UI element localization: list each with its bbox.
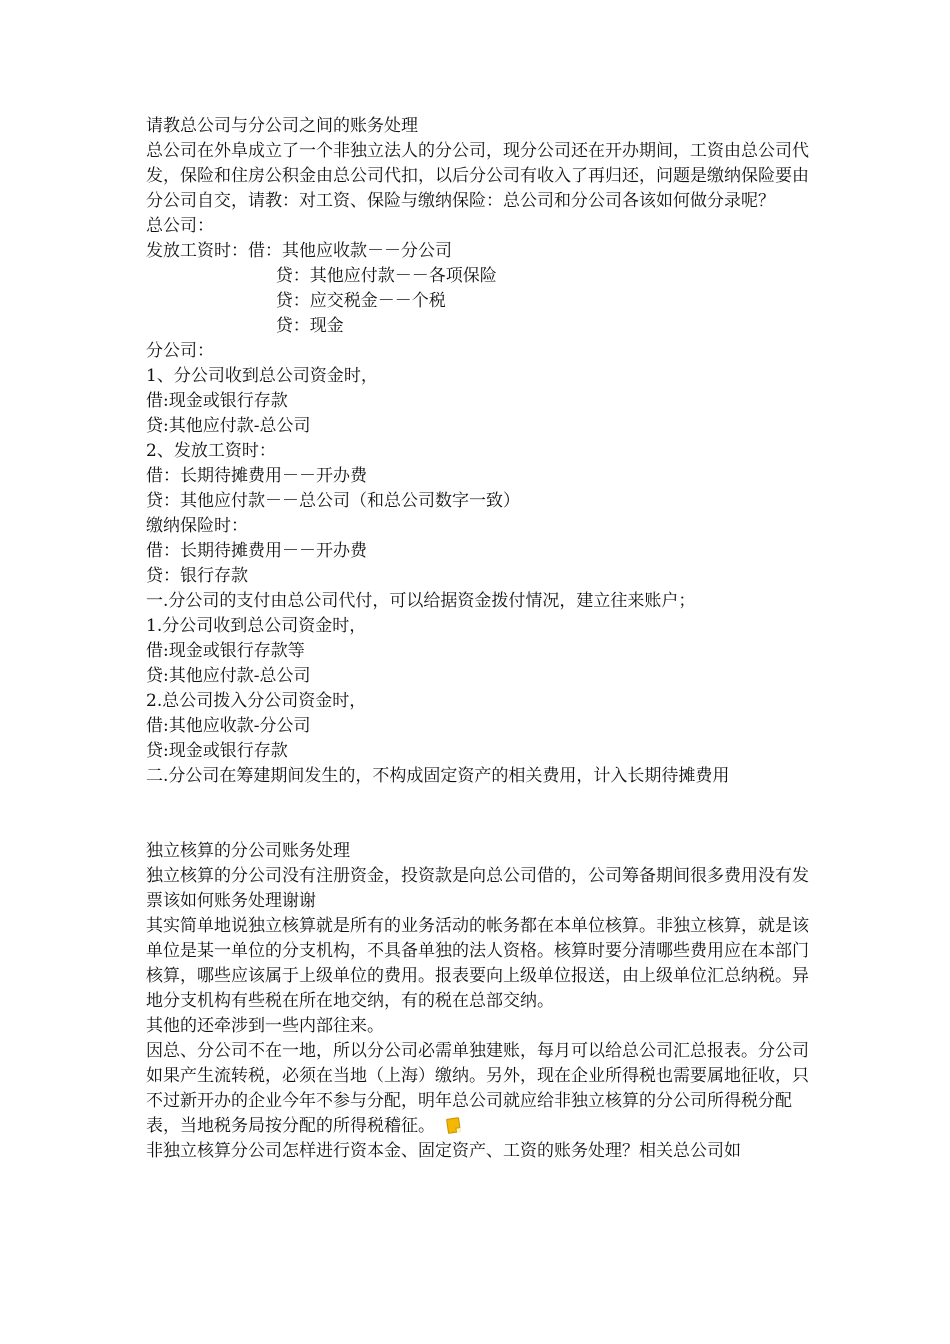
branch-line: 一.分公司的支付由总公司代付，可以给据资金拨付情况，建立往来账户；: [146, 591, 696, 611]
branch-line: 贷:其他应付款-总公司: [146, 416, 311, 436]
document-body: [146, 114, 816, 1164]
branch-line: 1.分公司收到总公司资金时，: [146, 616, 367, 636]
branch-line: 贷：银行存款: [146, 566, 248, 586]
branch-line: 借：长期待摊费用－－开办费: [146, 466, 367, 486]
section2-answer: 其实简单地说独立核算就是所有的业务活动的帐务都在本单位核算。非独立核算，就是该单位是某一单位的分支机构，不具备单独的法人资格。核算时要分清哪些费用应在本部门核算，哪些应该属于上级单位的费用。报表要向上级单位报送，由上级单位汇总纳税。异地分支机构有些税在所在地交纳，有的税在总部交纳。: [146, 916, 809, 1011]
branch-line: 缴纳保险时：: [146, 516, 248, 536]
hq-entry: 贷：其他应付款－－各项保险: [146, 266, 497, 286]
branch-line: 1、分公司收到总公司资金时，: [146, 366, 378, 386]
branch-line: 借:其他应收款-分公司: [146, 716, 311, 736]
branch-line: 借:现金或银行存款: [146, 391, 288, 411]
section2-last-line: 非独立核算分公司怎样进行资本金、固定资产、工资的账务处理？相关总公司如: [146, 1141, 741, 1161]
branch-line: 贷:其他应付款-总公司: [146, 666, 311, 686]
branch-line: 二.分公司在筹建期间发生的，不构成固定资产的相关费用，计入长期待摊费用: [146, 766, 730, 786]
branch-line: 贷:现金或银行存款: [146, 741, 288, 761]
hq-entry: 发放工资时：借：其他应收款－－分公司: [146, 241, 452, 261]
note-icon[interactable]: [446, 1117, 461, 1134]
section2-answer-text: 因总、分公司不在一地，所以分公司必需单独建账，每月可以给总公司汇总报表。分公司如果产生流转税，必须在当地（上海）缴纳。另外，现在企业所得税也需要属地征收，只不过新开办的企业今年不参与分配，明年总公司就应给非独立核算的分公司所得税分配表，当地税务局按分配的所得税稽征。: [146, 1041, 809, 1136]
hq-heading: 总公司：: [146, 216, 214, 236]
branch-line: 贷：其他应付款－－总公司（和总公司数字一致）: [146, 491, 520, 511]
section2-answer: 其他的还牵涉到一些内部往来。: [146, 1016, 384, 1036]
section-spacer: [146, 789, 816, 839]
hq-entry: 贷：现金: [146, 316, 344, 336]
branch-line: 2.总公司拨入分公司资金时，: [146, 691, 367, 711]
branch-line: 借：长期待摊费用－－开办费: [146, 541, 367, 561]
section2-answer-with-note: [146, 1039, 816, 1139]
section2-question: 独立核算的分公司没有注册资金，投资款是向总公司借的，公司筹备期间很多费用没有发票该如何账务处理谢谢: [146, 866, 809, 911]
branch-line: 借:现金或银行存款等: [146, 641, 305, 661]
section1-title: 请教总公司与分公司之间的账务处理: [146, 116, 418, 136]
section2-title: 独立核算的分公司账务处理: [146, 841, 350, 861]
branch-line: 2、发放工资时：: [146, 441, 276, 461]
section1-question: 总公司在外阜成立了一个非独立法人的分公司，现分公司还在开办期间，工资由总公司代发，保险和住房公积金由总公司代扣，以后分公司有收入了再归还，问题是缴纳保险要由分公司自交，请教：对工资、保险与缴纳保险：总公司和分公司各该如何做分录呢？: [146, 141, 809, 211]
branch-heading: 分公司：: [146, 341, 214, 361]
hq-entry: 贷：应交税金－－个税: [146, 291, 446, 311]
